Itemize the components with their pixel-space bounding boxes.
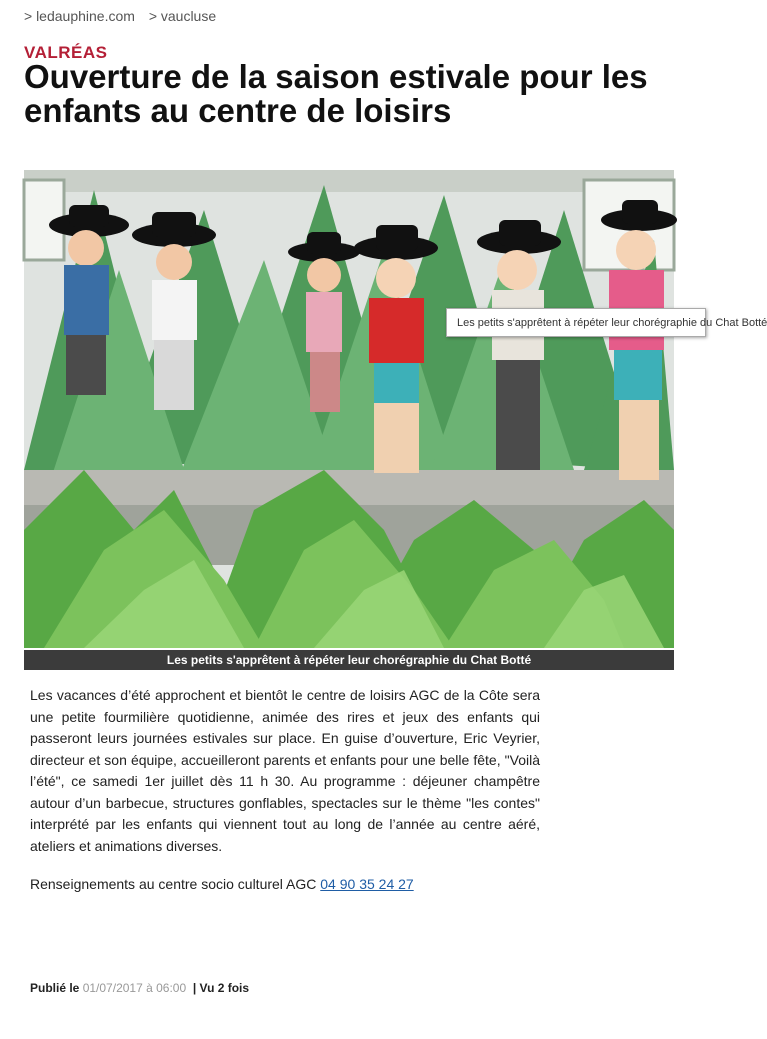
breadcrumb-item-vaucluse[interactable]: > vaucluse [148, 8, 217, 24]
article-photo[interactable] [24, 170, 674, 648]
breadcrumb [24, 8, 226, 24]
published-label: Publié le [30, 981, 80, 995]
photo-caption: Les petits s'apprêtent à répéter leur chorégraphie du Chat Botté [24, 650, 674, 670]
article-kicker: VALRÉAS [24, 43, 108, 62]
view-count: | Vu 2 fois [192, 981, 250, 995]
published-date: 01/07/2017 à 06:00 [82, 981, 187, 995]
publication-meta [30, 981, 249, 995]
article-body: Les vacances d’été approchent et bientôt le centre de loisirs AGC de la Côte sera une petite fourmilière quotidienne, animée des rires et jeux des enfants qui passeront leurs journées estivales sur place. En guise d’ouverture, Eric Veyrier, directeur et son équipe, accueilleront parents et enfants pour une belle fête, "Voilà l’été", ce samedi 1er juillet dès 11 h 30. Au programme : déjeuner champêtre autour d’un barbecue, structures gonflables, spectacles sur le thème "les contes" interprété par les enfants qui viennent tout au long de l’année au centre aéré, ateliers et animations diverses. [30, 687, 540, 854]
photo-illustration [24, 170, 674, 648]
article-title: Ouverture de la saison estivale pour les enfants au centre de loisirs [24, 58, 648, 129]
breadcrumb-item-home[interactable]: > ledauphine.com [24, 8, 135, 24]
photo-tooltip: Les petits s'apprêtent à répéter leur chorégraphie du Chat Botté [446, 308, 706, 337]
phone-link[interactable]: 04 90 35 24 27 [320, 876, 414, 892]
info-text: Renseignements au centre socio culturel AGC [30, 876, 321, 892]
info-line [30, 876, 414, 892]
